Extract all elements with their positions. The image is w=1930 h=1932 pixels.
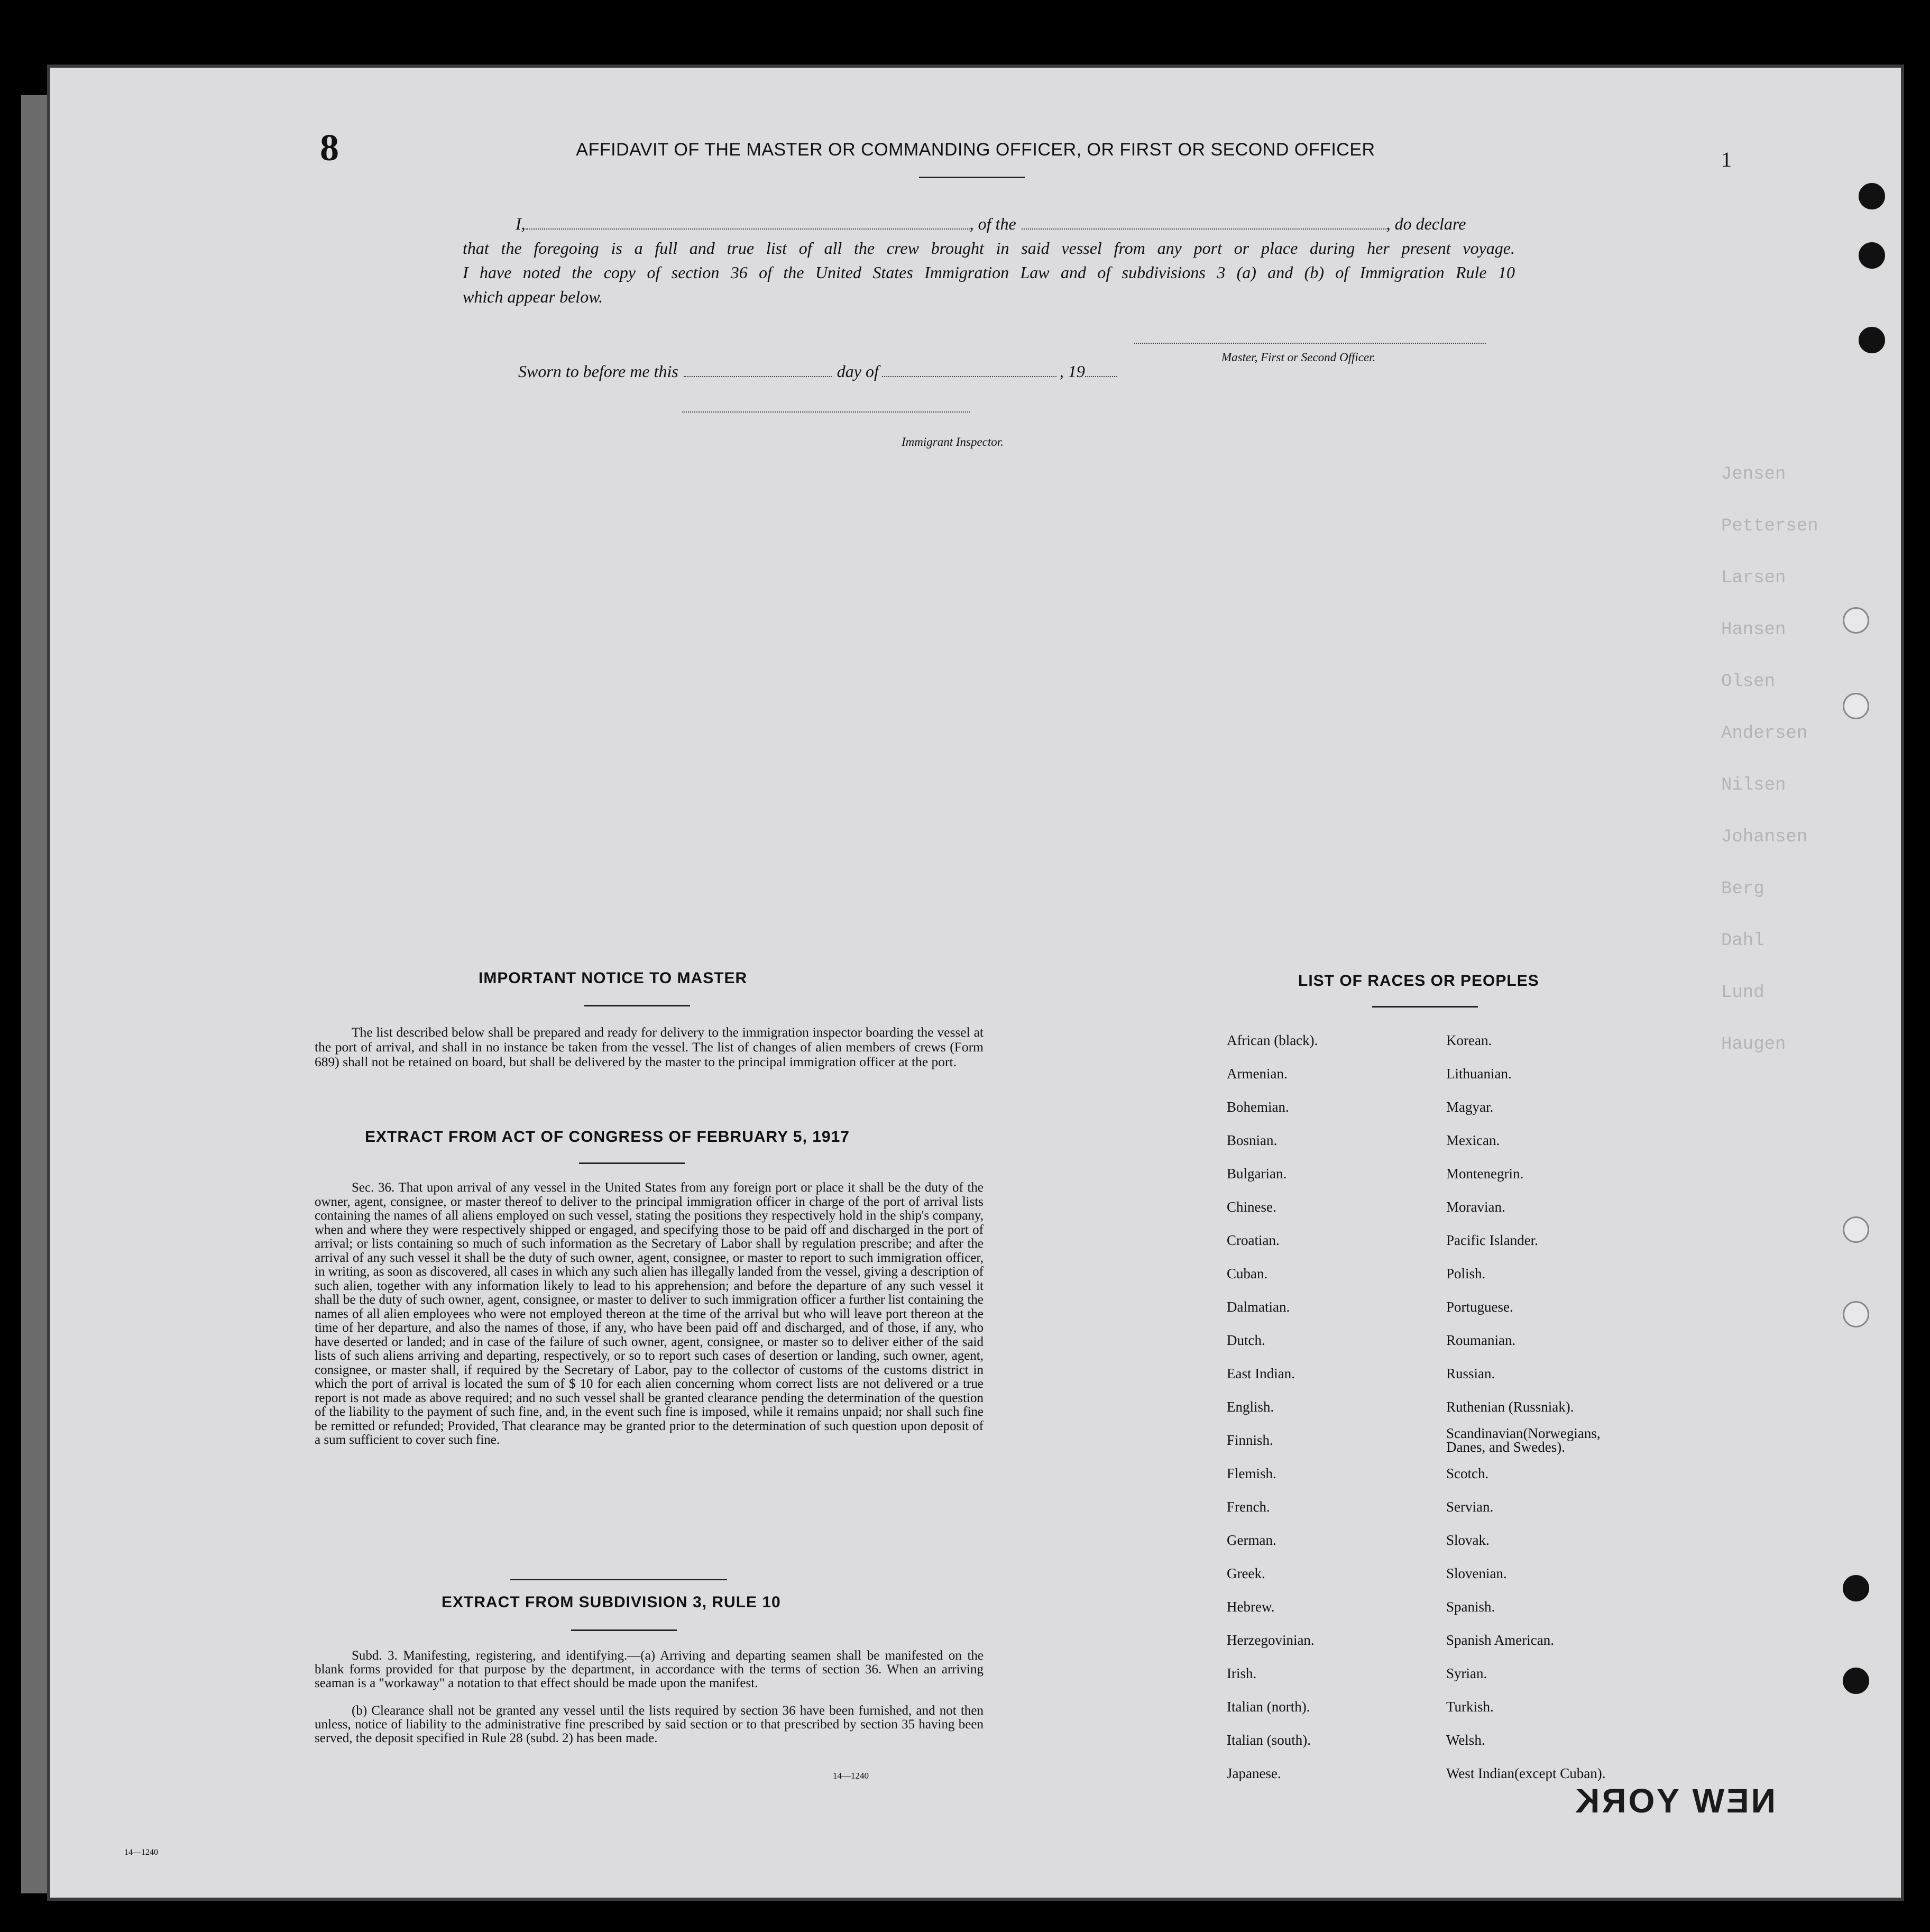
page-mark-top-left: 8 (320, 126, 339, 169)
race-item: German. (1227, 1532, 1276, 1548)
race-item: Hebrew. (1227, 1599, 1275, 1615)
race-item: Bulgarian. (1227, 1166, 1287, 1182)
sworn-year-field[interactable] (1085, 376, 1117, 377)
race-item: Polish. (1446, 1266, 1486, 1281)
race-item: English. (1227, 1399, 1274, 1415)
race-item: African (black). (1227, 1032, 1318, 1048)
race-item: Italian (south). (1227, 1732, 1311, 1748)
race-item: Flemish. (1227, 1466, 1276, 1481)
race-item: Armenian. (1227, 1066, 1288, 1082)
binder-hole (1843, 1575, 1869, 1601)
extract-rule-text-b: (b) Clearance shall not be granted any vessel until the lists required by section 36 have been furnished, and not then unless, notice of liability to the administrative fine prescribed by said section or to that prescribed by section 35 having been served, the deposit specified in Rule 28 (subd. 2) has been made. (315, 1704, 984, 1745)
sworn-line (518, 362, 1117, 381)
race-item: Cuban. (1227, 1266, 1268, 1281)
binder-hole (1843, 693, 1869, 719)
binder-hole (1843, 607, 1869, 634)
binder-hole (1859, 242, 1885, 269)
races-title: LIST OF RACES OR PEOPLES (1298, 972, 1539, 990)
race-item: Moravian. (1446, 1199, 1505, 1215)
binder-hole (1859, 327, 1885, 353)
extract-act-title: EXTRACT FROM ACT OF CONGRESS OF FEBRUARY 5, 1917 (365, 1128, 850, 1146)
year-prefix-label: , 19 (1059, 362, 1085, 381)
race-item: Welsh. (1446, 1732, 1485, 1748)
sworn-label: Sworn to before me this (518, 362, 678, 381)
race-item: Chinese. (1227, 1199, 1276, 1215)
divider (1372, 1006, 1478, 1008)
race-item: Roumanian. (1446, 1332, 1516, 1348)
race-item: Slovenian. (1446, 1565, 1507, 1581)
race-item: Mexican. (1446, 1132, 1500, 1148)
races-column-1 (1227, 1024, 1318, 1790)
divider (584, 1005, 690, 1006)
race-item: Russian. (1446, 1366, 1495, 1381)
bleed-through-text: Jensen Pettersen Larsen Hansen Olsen Andersen Nilsen Johansen Berg Dahl Lund Haugen (1721, 464, 1818, 1055)
race-item: Lithuanian. (1446, 1066, 1512, 1082)
name-field[interactable] (526, 228, 970, 230)
race-item: Croatian. (1227, 1232, 1280, 1248)
day-of-label: day of (837, 362, 879, 381)
race-item: East Indian. (1227, 1366, 1295, 1381)
form-number: 14—1240 (833, 1771, 869, 1781)
binder-hole (1843, 1216, 1869, 1243)
race-item: Bohemian. (1227, 1099, 1289, 1115)
inspector-label: Immigrant Inspector. (902, 435, 1004, 448)
binder-hole (1843, 1301, 1869, 1327)
divider (571, 1629, 677, 1631)
race-item: Irish. (1227, 1665, 1257, 1681)
stamp: NEW YORK (1573, 1782, 1776, 1820)
divider (579, 1162, 685, 1164)
race-item: Scotch. (1446, 1466, 1489, 1481)
race-item: Ruthenian (Russniak). (1446, 1399, 1574, 1415)
races-column-2 (1446, 1024, 1637, 1790)
divider (510, 1579, 727, 1580)
notice-title: IMPORTANT NOTICE TO MASTER (479, 969, 748, 987)
race-item: Dalmatian. (1227, 1299, 1290, 1315)
affidavit-line-3: I have noted the copy of section 36 of the United States Immigration Law and of subdivisions 3 (a) and (b) of Immigration Rule 10 (463, 263, 1515, 282)
race-item: Montenegrin. (1446, 1166, 1524, 1182)
binder-hole (1843, 1668, 1869, 1694)
form-number-corner: 14—1240 (124, 1848, 158, 1857)
divider (919, 177, 1025, 178)
inspector-field[interactable] (682, 411, 970, 413)
race-item: Herzegovinian. (1227, 1632, 1315, 1648)
affidavit-line-4: which appear below. (463, 287, 603, 306)
vessel-field[interactable] (1022, 228, 1386, 230)
race-item: Servian. (1446, 1499, 1494, 1515)
race-item: Spanish American. (1446, 1632, 1554, 1648)
signature-field[interactable] (1134, 343, 1486, 344)
race-item: Syrian. (1446, 1665, 1487, 1681)
race-item: Scandinavian(Norwegians, Danes, and Swedes). (1446, 1425, 1601, 1455)
race-item: Bosnian. (1227, 1132, 1278, 1148)
race-item: Dutch. (1227, 1332, 1265, 1348)
race-item: West Indian(except Cuban). (1446, 1765, 1606, 1781)
race-item: Italian (north). (1227, 1699, 1310, 1715)
extract-act-text: Sec. 36. That upon arrival of any vessel in the United States from any foreign port or place it shall be the duty of the owner, agent, consignee, or master thereof to deliver to the principal immigration officer in charge of the port of arrival lists containing the names of all aliens employed on such vessel, stating the positions they respectively hold in the ship's company, when and where they were respectively shipped or engaged, and specifying those to be paid off and discharged in the port of arrival; or lists containing so much of such information as the Secretary of Labor shall by regulation prescribe; and after the arrival of any such vessel it shall be the duty of such owner, agent, consignee, or master to report to such immigration officer, in writing, as soon as discovered, all cases in which any such alien has illegally landed from the vessel, giving a description of such alien, together with any information likely to lead to his apprehension; and before the departure of any such vessel it shall be the duty of such owner, agent, consignee, or master to deliver to such immigration officer a further list containing the names of all alien employees who were not employed thereon at the time of the arrival but who will leave port thereon at the time of her departure, and also the names of those, if any, who have been paid off and discharged, and of those, if any, who have deserted or landed; and in case of the failure of such owner, agent, consignee, or master so to deliver either of the said lists of such aliens arriving and departing, respectively, or so to report such cases of desertion or landing, such owner, agent, consignee, or master shall, if required by the Secretary of Labor, pay to the collector of customs of the customs district in which the port of arrival is located the sum of $ 10 for each alien concerning whom correct lists are not delivered or a true report is not made as above required; and no such vessel shall be granted clearance pending the determination of the question of the liability to the payment of such fine, and, in the event such fine is imposed, while it remains unpaid; nor shall such fine be remitted or refunded; Provided, That clearance may be granted prior to the determination of such question upon deposit of a sum sufficient to cover such fine. (315, 1180, 984, 1447)
race-item: Turkish. (1446, 1699, 1494, 1715)
affidavit-line-2: that the foregoing is a full and true list of all the crew brought in said vessel from any port or place during her present voyage. (463, 239, 1515, 258)
extract-rule-title: EXTRACT FROM SUBDIVISION 3, RULE 10 (442, 1594, 781, 1611)
race-item: Slovak. (1446, 1532, 1490, 1548)
i-label: I, (516, 214, 526, 233)
race-item: Japanese. (1227, 1765, 1281, 1781)
notice-text: The list described below shall be prepared and ready for delivery to the immigration inspector boarding the vessel at the port of arrival, and shall in no instance be taken from the vessel. The list of changes of alien members of crews (Form 689) shall not be retained on board, but shall be delivered by the master to the principal immigration officer at the port. (315, 1024, 984, 1069)
race-item: Greek. (1227, 1565, 1265, 1581)
affidavit-title: AFFIDAVIT OF THE MASTER OR COMMANDING OFFICER, OR FIRST OR SECOND OFFICER (576, 140, 1375, 160)
document-page (50, 68, 1901, 1898)
race-item: French. (1227, 1499, 1270, 1515)
race-item: Finnish. (1227, 1432, 1273, 1448)
extract-rule-text-a: Subd. 3. Manifesting, registering, and identifying.—(a) Arriving and departing seamen shall be manifested on the blank forms provided for that purpose by the department, in accordance with the terms of section 36. When an arriving seaman is a "workaway" a notation to that effect should be made upon the manifest. (315, 1649, 984, 1690)
race-item: Magyar. (1446, 1099, 1494, 1115)
race-item: Korean. (1446, 1032, 1492, 1048)
of-the-label: , of the (969, 214, 1016, 233)
race-item: Portuguese. (1446, 1299, 1513, 1315)
do-declare-label: , do declare (1386, 214, 1466, 233)
sworn-day-field[interactable] (684, 376, 832, 377)
page-mark-top-right: 1 (1721, 148, 1732, 171)
affidavit-body (463, 212, 1515, 309)
binder-hole (1859, 183, 1885, 209)
race-item: Pacific Islander. (1446, 1232, 1538, 1248)
sworn-month-field[interactable] (882, 376, 1056, 377)
signature-label: Master, First or Second Officer. (1221, 351, 1376, 364)
race-item: Spanish. (1446, 1599, 1495, 1615)
